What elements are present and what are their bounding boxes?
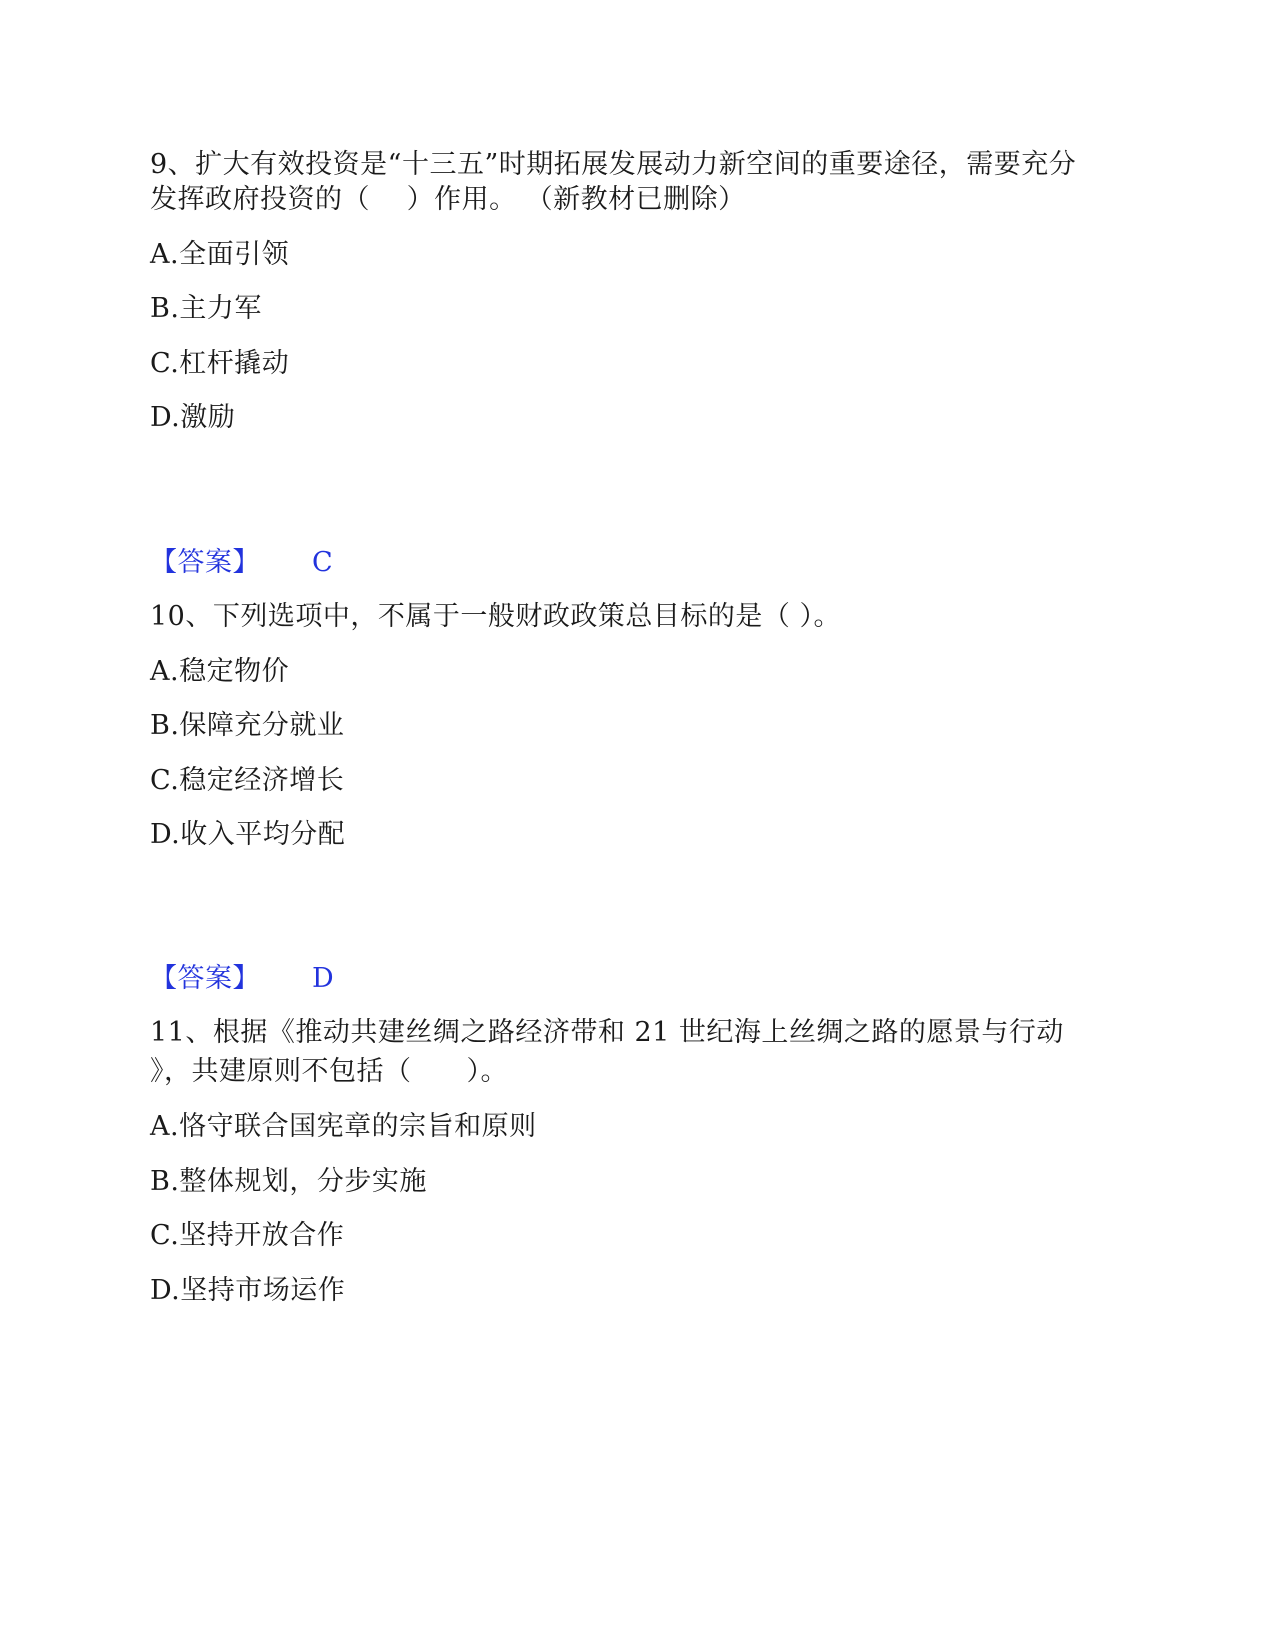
answer-label: 【答案】	[150, 547, 260, 578]
question-10-option-b: B.保障充分就业	[150, 710, 345, 741]
question-11-option-c: C.坚持开放合作	[150, 1220, 345, 1251]
question-9-option-a: A.全面引领	[150, 239, 290, 270]
question-11-stem-line-1: 11、根据《推动共建丝绸之路经济带和 21 世纪海上丝绸之路的愿景与行动	[150, 1017, 1064, 1048]
question-10-option-c: C.稳定经济增长	[150, 765, 345, 796]
question-10-answer	[150, 962, 334, 996]
question-9-option-d: D.激励	[150, 402, 236, 433]
answer-value: C	[312, 547, 334, 578]
question-9-option-c: C.杠杆撬动	[150, 348, 290, 379]
question-11-option-d: D.坚持市场运作	[150, 1275, 346, 1306]
question-10-stem: 10、下列选项中，不属于一般财政政策总目标的是（ ）。	[150, 601, 841, 632]
question-11-option-b: B.整体规划，分步实施	[150, 1166, 427, 1197]
answer-label: 【答案】	[150, 963, 260, 994]
question-10-option-a: A.稳定物价	[150, 656, 290, 687]
question-9-stem-line-1: 9、扩大有效投资是“十三五”时期拓展发展动力新空间的重要途径，需要充分	[150, 149, 1077, 180]
question-9-answer	[150, 546, 333, 580]
question-11-option-a: A.恪守联合国宪章的宗旨和原则	[150, 1111, 537, 1142]
question-11-stem-line-2: 》，共建原则不包括（ ）。	[150, 1056, 508, 1087]
question-10-option-d: D.收入平均分配	[150, 819, 346, 850]
question-9-option-b: B.主力军	[150, 293, 262, 324]
question-9-stem-line-2: 发挥政府投资的（ ）作用。 （新教材已删除）	[150, 184, 746, 215]
answer-value: D	[312, 963, 335, 994]
